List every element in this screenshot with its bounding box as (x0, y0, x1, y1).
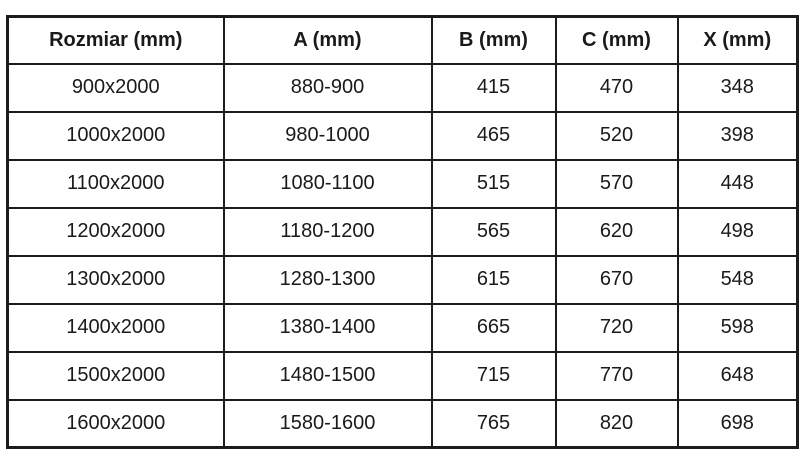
table-cell: 570 (556, 160, 678, 208)
table-cell: 415 (432, 64, 556, 112)
table-cell: 1180-1200 (224, 208, 432, 256)
table-cell: 698 (678, 400, 798, 448)
table-cell: 820 (556, 400, 678, 448)
table-row (8, 64, 798, 112)
table-cell: 598 (678, 304, 798, 352)
table-cell: 548 (678, 256, 798, 304)
table-cell: 1600x2000 (8, 400, 224, 448)
table-cell: 498 (678, 208, 798, 256)
column-header: A (mm) (224, 17, 432, 64)
header-row (8, 17, 798, 64)
table-cell: 1280-1300 (224, 256, 432, 304)
table-cell: 448 (678, 160, 798, 208)
table-cell: 980-1000 (224, 112, 432, 160)
table-cell: 1380-1400 (224, 304, 432, 352)
column-header: C (mm) (556, 17, 678, 64)
column-header: B (mm) (432, 17, 556, 64)
table-row (8, 304, 798, 352)
column-header: Rozmiar (mm) (8, 17, 224, 64)
table-row (8, 256, 798, 304)
table-row (8, 208, 798, 256)
table-row (8, 112, 798, 160)
table-cell: 348 (678, 64, 798, 112)
table-cell: 900x2000 (8, 64, 224, 112)
table-cell: 1000x2000 (8, 112, 224, 160)
table-cell: 565 (432, 208, 556, 256)
table-cell: 1100x2000 (8, 160, 224, 208)
table-cell: 720 (556, 304, 678, 352)
table-cell: 1200x2000 (8, 208, 224, 256)
table-cell: 880-900 (224, 64, 432, 112)
table-cell: 615 (432, 256, 556, 304)
table-cell: 1300x2000 (8, 256, 224, 304)
table-cell: 398 (678, 112, 798, 160)
table-cell: 665 (432, 304, 556, 352)
table-cell: 620 (556, 208, 678, 256)
table-cell: 465 (432, 112, 556, 160)
column-header: X (mm) (678, 17, 798, 64)
table-row (8, 352, 798, 400)
size-table (6, 15, 799, 449)
table-cell: 1480-1500 (224, 352, 432, 400)
table-cell: 670 (556, 256, 678, 304)
table-row (8, 160, 798, 208)
table-cell: 765 (432, 400, 556, 448)
table-cell: 648 (678, 352, 798, 400)
table-cell: 770 (556, 352, 678, 400)
table-cell: 1080-1100 (224, 160, 432, 208)
table-cell: 470 (556, 64, 678, 112)
table-cell: 520 (556, 112, 678, 160)
table-cell: 1400x2000 (8, 304, 224, 352)
table-row (8, 400, 798, 448)
table-cell: 1580-1600 (224, 400, 432, 448)
table-cell: 1500x2000 (8, 352, 224, 400)
table-cell: 515 (432, 160, 556, 208)
table-cell: 715 (432, 352, 556, 400)
